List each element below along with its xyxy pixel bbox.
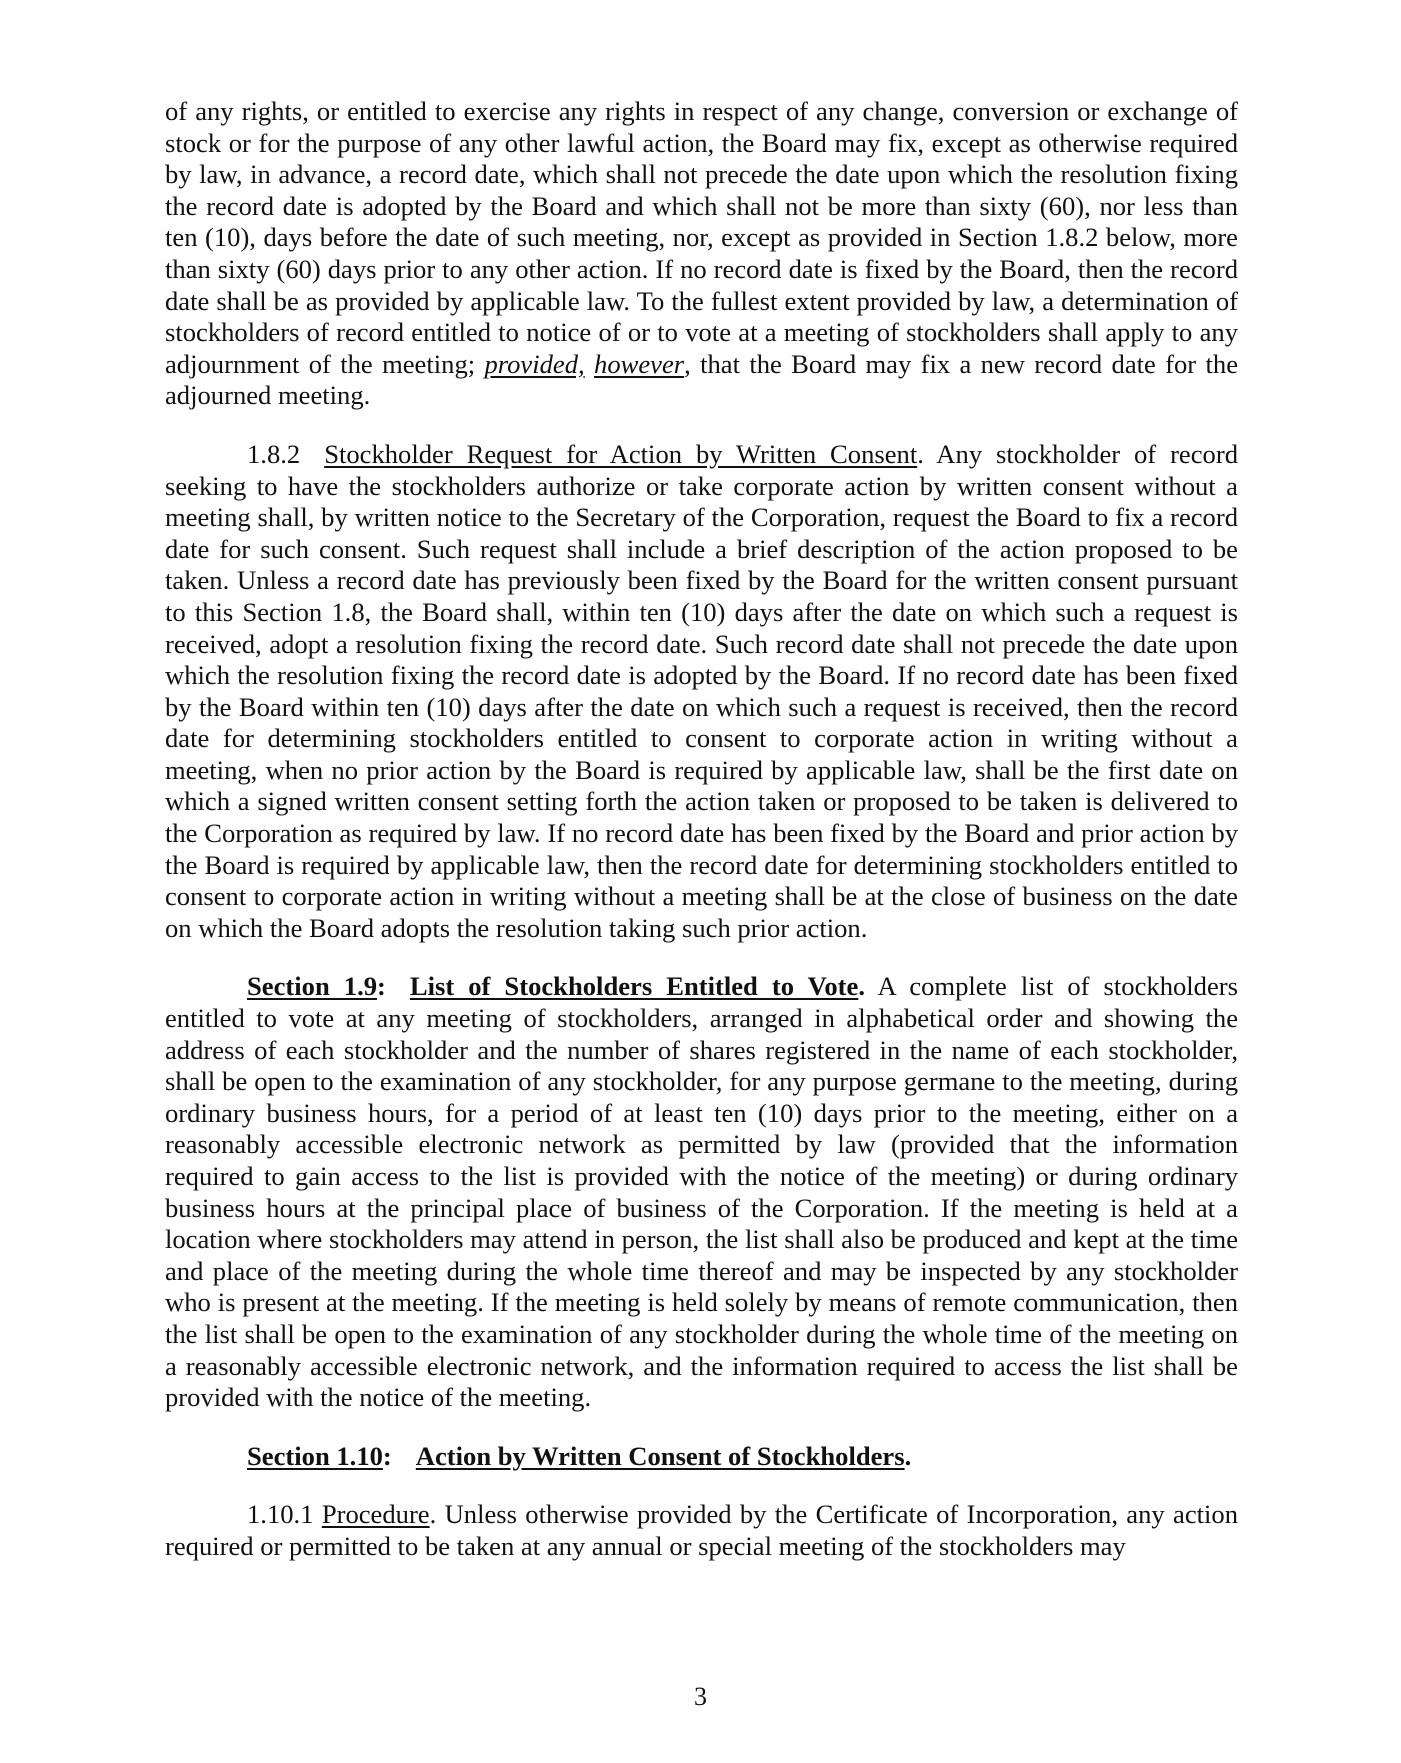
paragraph-text: of any rights, or entitled to exercise any rights in respect of any change, conversion or exchange of stock or for the purpose of any other lawful action, the Board may fix, except as otherwise required by law, in advance, a record date, which shall not precede the date upon which the resolution fixing the record date is adopted by the Board and which shall not be more than sixty (60), nor less than ten (10), days before the date of such meeting, nor, except as provided in Section 1.8.2 below, more than sixty (60) days prior to any other action. If no record date is fixed by the Board, then the record date shall be as provided by applicable law. To the fullest extent provided by law, a determination of stockholders of record entitled to notice of or to vote at a meeting of stockholders shall apply to any adjournment of the meeting; [165, 96, 1238, 379]
section-number: 1.10.1 [247, 1499, 314, 1530]
document-page [165, 96, 1238, 1590]
section-title: List of Stockholders Entitled to Vote [409, 971, 859, 1002]
section-1-10-1 [165, 1499, 1238, 1562]
section-title-period: . [858, 971, 865, 1002]
paragraph-text: , that the Board may fix a new record date for the adjourned meeting. [165, 348, 1238, 411]
provided-term: provided, [484, 348, 585, 379]
section-heading: Procedure [321, 1499, 430, 1530]
page-number: 3 [694, 1682, 707, 1711]
section-body: . Unless otherwise provided by the Certificate of Incorporation, any action required or permitted to be taken at any annual or special meeting of the stockholders may [165, 1499, 1238, 1561]
section-body: . Any stockholder of record seeking to have the stockholders authorize or take corporate action by written consent without a meeting shall, by written notice to the Secretary of the Corporation, request the Board to fix a record date for such consent. Such request shall include a brief description of the action proposed to be taken. Unless a record date has previously been fixed by the Board for the written consent pursuant to this Section 1.8, the Board shall, within ten (10) days after the date on which such a request is received, adopt a resolution fixing the record date. Such record date shall not precede the date upon which the resolution fixing the record date is adopted by the Board. If no record date has been fixed by the Board within ten (10) days after the date on which such a request is received, then the record date for determining stockholders entitled to consent to corporate action in writing without a meeting, when no prior action by the Board is required by applicable law, shall be the first date on which a signed written consent setting forth the action taken or proposed to be taken is delivered to the Corporation as required by law. If no record date has been fixed by the Board and prior action by the Board is required by applicable law, then the record date for determining stockholders entitled to consent to corporate action in writing without a meeting shall be at the close of business on the date on which the Board adopts the resolution taking such prior action. [165, 438, 1238, 943]
section-number: 1.8.2 [247, 438, 301, 469]
however-term: however [594, 348, 685, 379]
section-body: A complete list of stockholders entitled to vote at any meeting of stockholders, arranged in alphabetical order and showing the address of each stockholder and the number of shares registered in the name of each stockholder, shall be open to the examination of any stockholder, for any purpose germane to the meeting, during ordinary business hours, for a period of at least ten (10) days prior to the meeting, either on a reasonably accessible electronic network as permitted by law (provided that the information required to gain access to the list is provided with the notice of the meeting) or during ordinary business hours at the principal place of business of the Corporation. If the meeting is held at a location where stockholders may attend in person, the list shall also be produced and kept at the time and place of the meeting during the whole time thereof and may be inspected by any stockholder who is present at the meeting. If the meeting is held solely by means of remote communication, then the list shall be open to the examination of any stockholder during the whole time of the meeting on a reasonably accessible electronic network, and the information required to access the list shall be provided with the notice of the meeting. [165, 971, 1238, 1413]
paragraph-record-date [165, 96, 1238, 412]
section-1-9 [165, 971, 1238, 1413]
section-label: Section 1.9 [247, 971, 378, 1002]
section-heading: Stockholder Request for Action by Written Consent [324, 438, 918, 469]
section-title: Action by Written Consent of Stockholders [415, 1440, 905, 1471]
section-title-period: . [904, 1440, 912, 1471]
section-label: Section 1.10 [247, 1440, 383, 1471]
section-colon: : [382, 1440, 392, 1471]
section-colon: : [377, 971, 386, 1002]
section-1-10 [165, 1441, 1238, 1473]
section-1-8-2 [165, 439, 1238, 945]
